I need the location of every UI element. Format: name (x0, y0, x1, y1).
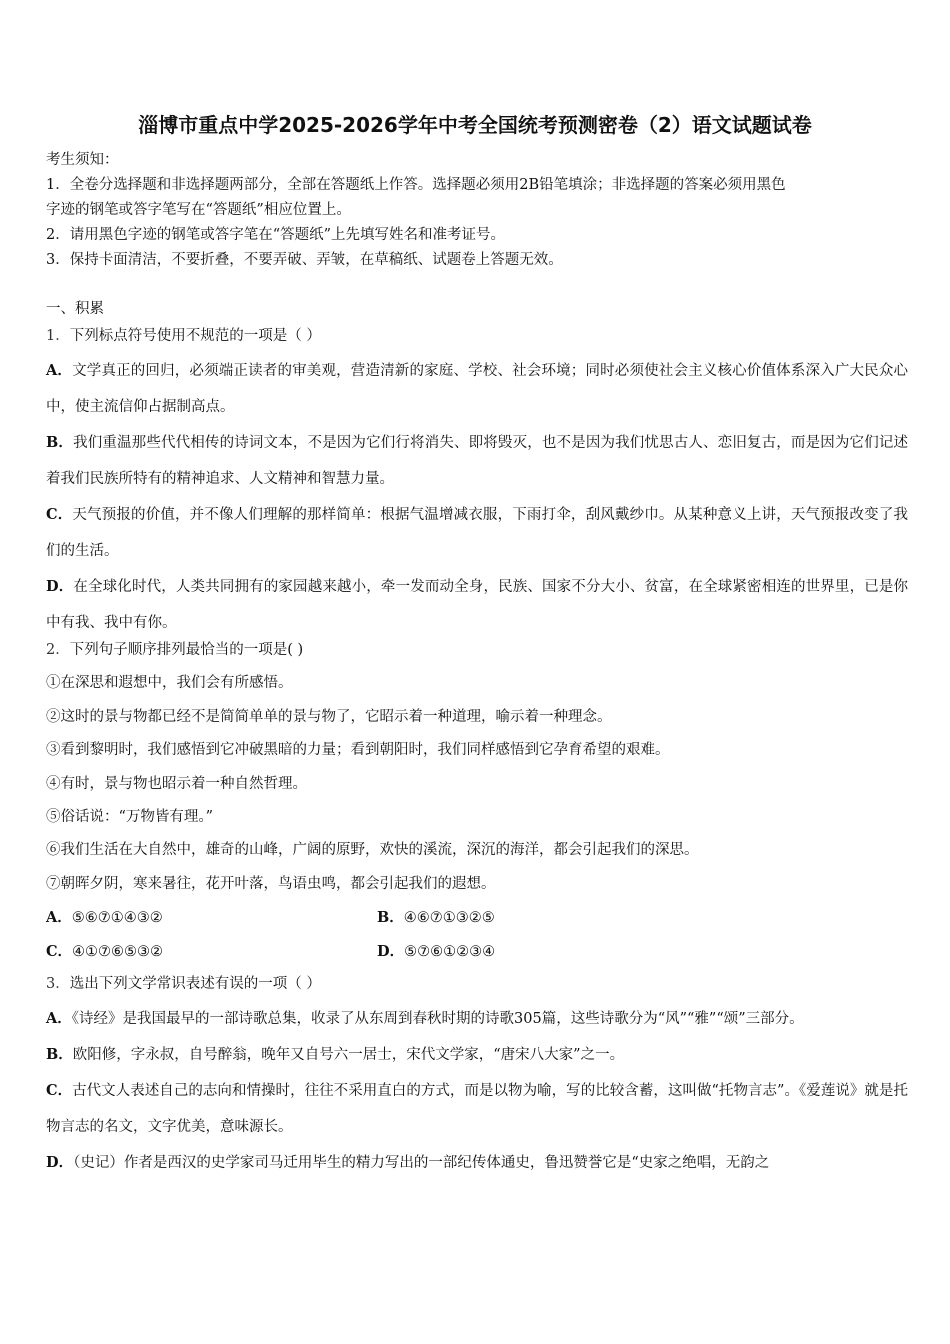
sentence-4: ④有时，景与物也昭示着一种自然哲理。 (46, 775, 307, 792)
question-2-option-c (46, 935, 163, 969)
sentence-2: ②这时的景与物都已经不是简简单单的景与物了，它昭示着一种道理，喻示着一种理念。 (46, 708, 612, 725)
question-number: 2． (46, 642, 70, 658)
question-3-option-a (46, 1001, 908, 1037)
notice-heading: 考生须知： (46, 152, 119, 168)
option-label: A． (46, 909, 72, 927)
question-2 (46, 634, 908, 968)
option-text: 《诗经》是我国最早的一部诗歌总集，收录了从东周到春秋时期的诗歌305篇，这些诗歌分为“风”“雅”“颂”三部分。 (71, 1011, 804, 1027)
question-2-option-a (46, 901, 163, 935)
question-2-options-row-2 (46, 935, 908, 968)
question-3-stem (46, 968, 908, 1001)
sentence-1: ①在深思和遐想中，我们会有所感悟。 (46, 675, 293, 692)
question-3-option-c (46, 1073, 908, 1145)
sentence-3: ③看到黎明时，我们感悟到它冲破黑暗的力量；看到朝阳时，我们同样感悟到它孕育希望的艰难。 (46, 742, 670, 759)
question-1-option-d (46, 569, 908, 641)
question-1-stem (46, 320, 908, 353)
option-text: 欧阳修，字永叔，自号醉翁，晚年又自号六一居士，宋代文学家，“唐宋八大家”之一。 (72, 1047, 625, 1063)
notice-item: 2．请用黑色字迹的钢笔或答字笔在“答题纸”上先填写姓名和准考证号。 (46, 227, 506, 243)
notice-item: 1．全卷分选择题和非选择题两部分，全部在答题纸上作答。选择题必须用2B铅笔填涂；非选择题的答案必须用黑色 (46, 177, 786, 193)
exam-notice (46, 148, 908, 273)
question-1-option-a (46, 353, 908, 425)
option-label: A． (46, 362, 73, 379)
option-text: 我们重温那些代代相传的诗词文本，不是因为它们行将消失、即将毁灭，也不是因为我们忧思古人、恋旧复古，而是因为它们记述着我们民族所特有的精神追求、人文精神和智慧力量。 (46, 435, 908, 487)
option-label: B． (377, 909, 404, 927)
option-text: ④①⑦⑥⑤③② (72, 943, 164, 960)
option-text: 古代文人表述自己的志向和情操时，往往不采用直白的方式，而是以物为喻，写的比较含蓄，这叫做“托物言志”。《爱莲说》就是托物言志的名文，文字优美，意味源长。 (46, 1083, 908, 1135)
option-label: A． (46, 1010, 72, 1027)
question-stem-text: 选出下列文学常识表述有误的一项（ ） (69, 976, 321, 992)
question-3 (46, 968, 908, 1181)
question-stem-text: 下列标点符号使用不规范的一项是（ ） (69, 328, 321, 344)
option-label: B． (46, 1046, 73, 1063)
option-text: ⑤⑦⑥①②③④ (404, 943, 496, 960)
sentence-5: ⑤俗话说：“万物皆有理。” (46, 809, 214, 826)
notice-item: 字迹的钢笔或答字笔写在“答题纸”相应位置上。 (46, 202, 351, 218)
section-heading: 一、积累 (46, 301, 104, 317)
question-1-option-b (46, 425, 908, 497)
option-label: D． (46, 1154, 74, 1171)
question-stem-text: 下列句子顺序排列最恰当的一项是( ) (69, 642, 304, 658)
question-number: 1． (46, 328, 70, 344)
question-2-option-b (377, 901, 495, 935)
option-label: C． (46, 1082, 73, 1099)
option-label: C． (46, 506, 73, 523)
question-2-stem (46, 634, 908, 667)
option-label: D． (377, 942, 405, 960)
question-3-option-d (46, 1145, 908, 1181)
option-text: ④⑥⑦①③②⑤ (403, 910, 495, 927)
option-text: （史记）作者是西汉的史学家司马迁用毕生的精力写出的一部纪传体通史，鲁迅赞誉它是“史家之绝唱，无韵之 (73, 1155, 770, 1171)
option-label: D． (46, 578, 74, 595)
option-text: 文学真正的回归，必须端正读者的审美观，营造清新的家庭、学校、社会环境；同时必须使社会主义核心价值体系深入广大民众心中，使主流信仰占据制高点。 (46, 363, 908, 415)
notice-item: 3．保持卡面清洁，不要折叠，不要弄破、弄皱，在草稿纸、试题卷上答题无效。 (46, 252, 563, 268)
sentence-7: ⑦朝晖夕阴，寒来暑往，花开叶落，鸟语虫鸣，都会引起我们的遐想。 (46, 875, 496, 892)
question-1-option-c (46, 497, 908, 569)
question-number: 3． (46, 976, 70, 992)
sentence-6: ⑥我们生活在大自然中，雄奇的山峰，广阔的原野，欢快的溪流，深沉的海洋，都会引起我们的深思。 (46, 842, 699, 859)
question-2-options-row-1 (46, 901, 908, 934)
option-label: B． (46, 434, 74, 451)
option-label: C． (46, 942, 73, 960)
option-text: ⑤⑥⑦①④③② (71, 910, 163, 927)
question-2-option-d (377, 935, 495, 969)
option-text: 天气预报的价值，并不像人们理解的那样简单：根据气温增减衣服，下雨打伞，刮风戴纱巾。从某种意义上讲，天气预报改变了我们的生活。 (46, 507, 908, 559)
question-3-option-b (46, 1037, 908, 1073)
exam-title: 淄博市重点中学2025-2026学年中考全国统考预测密卷（2）语文试题试卷 (138, 113, 812, 137)
question-1 (46, 320, 908, 641)
option-text: 在全球化时代，人类共同拥有的家园越来越小，牵一发而动全身，民族、国家不分大小、贫富，在全球紧密相连的世界里，已是你中有我、我中有你。 (46, 579, 909, 631)
